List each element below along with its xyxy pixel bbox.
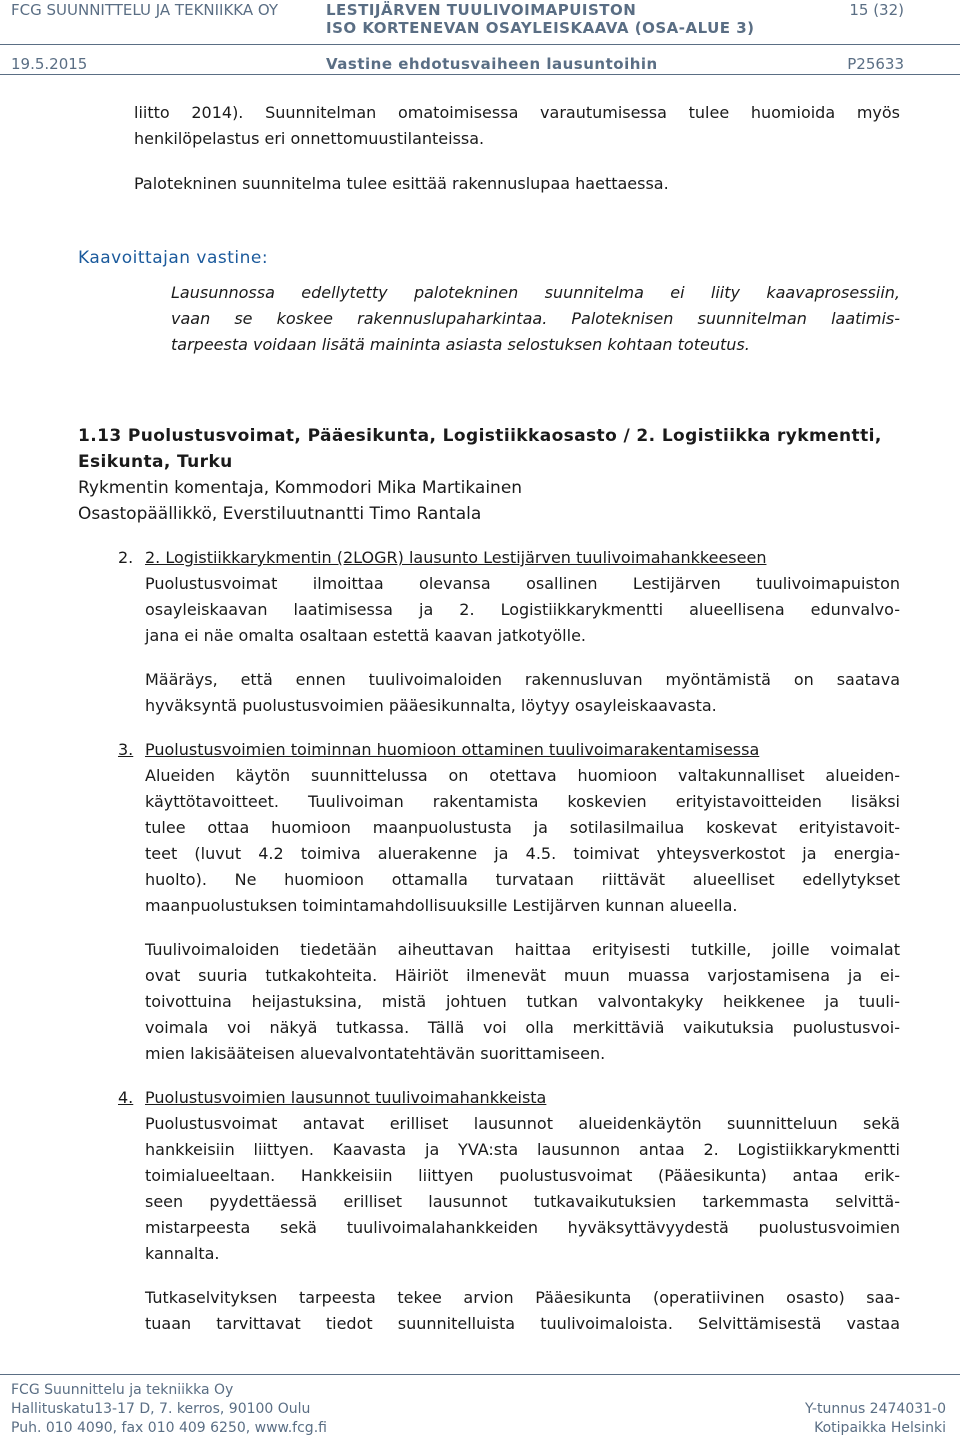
header-project-title-1: LESTIJÄRVEN TUULIVOIMAPUISTON <box>326 1 637 19</box>
header-page-number: 15 (32) <box>849 1 904 19</box>
section-title: Esikunta, Turku <box>78 452 233 472</box>
item-paragraph-line: huolto). Ne huomioon ottamalla turvataan riittävät alueelliset edellytykset <box>145 870 900 889</box>
header-project-code: P25633 <box>847 55 904 73</box>
item-paragraph-line: Tutkaselvityksen tarpeesta tekee arvion Pääesikunta (operatiivinen osasto) saa- <box>145 1288 900 1307</box>
item-number: 3. <box>118 740 134 759</box>
footer-contact: Puh. 010 4090, fax 010 409 6250, www.fcg.fi <box>11 1420 327 1436</box>
footer-company: FCG Suunnittelu ja tekniikka Oy <box>11 1382 234 1398</box>
item-paragraph-line: osayleiskaavan laatimisessa ja 2. Logistiikkarykmentti alueellisena edunvalvo- <box>145 600 900 619</box>
item-paragraph-line: Määräys, että ennen tuulivoimaloiden rakennusluvan myöntämistä on saatava <box>145 670 900 689</box>
item-number: 2. <box>118 548 134 567</box>
item-paragraph-line: voimala voi näkyä tutkassa. Tällä voi olla merkittäviä vaikutuksia puolustusvoi- <box>145 1018 900 1037</box>
footer-rule <box>0 1374 960 1375</box>
footer-business-id: Y-tunnus 2474031-0 <box>805 1401 946 1417</box>
header-project-title-2: ISO KORTENEVAN OSAYLEISKAAVA (OSA-ALUE 3) <box>326 19 755 37</box>
item-paragraph-line: teet (luvut 4.2 toimiva aluerakenne ja 4.5. toimivat yhteysverkostot ja energia- <box>145 844 900 863</box>
response-line: vaan se koskee rakennuslupaharkintaa. Paloteknisen suunnitelman laatimis- <box>171 309 900 328</box>
header-company: FCG SUUNNITTELU JA TEKNIIKKA OY <box>11 1 279 19</box>
item-paragraph-line: mistarpeesta sekä tuulivoimalahankkeiden hyväksyttävyydestä puolustusvoimien <box>145 1218 900 1237</box>
item-paragraph-line: Tuulivoimaloiden tiedetään aiheuttavan haittaa erityisesti tutkille, joille voimalat <box>145 940 900 959</box>
footer-domicile: Kotipaikka Helsinki <box>814 1420 946 1436</box>
item-paragraph-line: jana ei näe omalta osaltaan estettä kaavan jatkotyölle. <box>145 626 586 645</box>
item-heading: Puolustusvoimien toiminnan huomioon ottaminen tuulivoimarakentamisessa <box>145 740 760 759</box>
item-paragraph-line: Puolustusvoimat ilmoittaa olevansa osallinen Lestijärven tuulivoimapuiston <box>145 574 900 593</box>
item-heading: Puolustusvoimien lausunnot tuulivoimahankkeista <box>145 1088 547 1107</box>
item-paragraph-line: hankkeisiin liittyen. Kaavasta ja YVA:sta lausunnon antaa 2. Logistiikkarykmentti <box>145 1140 900 1159</box>
response-line: tarpeesta voidaan lisätä maininta asiasta selostuksen kohtaan toteutus. <box>171 335 750 354</box>
item-paragraph-line: tuaan tarvittavat tiedot suunnitelluista tuulivoimaloista. Selvittämisestä vastaa <box>145 1314 900 1333</box>
item-paragraph-line: toimialueeltaan. Hankkeisiin liittyen puolustusvoimat (Pääesikunta) antaa erik- <box>145 1166 900 1185</box>
item-paragraph-line: ovat suuria tutkakohteita. Häiriöt ilmenevät muun muassa varjostamisena ja ei- <box>145 966 900 985</box>
item-number: 4. <box>118 1088 134 1107</box>
item-paragraph-line: tulee ottaa huomioon maanpuolustusta ja sotilasilmailua koskevat erityistavoit- <box>145 818 900 837</box>
response-heading: Kaavoittajan vastine: <box>78 248 269 268</box>
header-rule-2 <box>0 74 960 75</box>
intro-paragraph: Palotekninen suunnitelma tulee esittää rakennuslupaa haettaessa. <box>134 174 669 193</box>
item-paragraph-line: Puolustusvoimat antavat erilliset lausunnot alueidenkäytön suunnitteluun sekä <box>145 1114 900 1133</box>
item-paragraph-line: mien lakisääteisen aluevalvontatehtävän suorittamiseen. <box>145 1044 606 1063</box>
footer-address: Hallituskatu13-17 D, 7. kerros, 90100 Oulu <box>11 1401 311 1417</box>
section-title: 1.13 Puolustusvoimat, Pääesikunta, Logistiikkaosasto / 2. Logistiikka rykmentti, <box>78 426 882 446</box>
item-paragraph-line: käyttötavoitteet. Tuulivoiman rakentamista koskevien erityistavoitteiden lisäksi <box>145 792 900 811</box>
intro-line: henkilöpelastus eri onnettomuustilanteissa. <box>134 129 485 148</box>
item-paragraph-line: hyväksyntä puolustusvoimien pääesikunnalta, löytyy osayleiskaavasta. <box>145 696 717 715</box>
item-paragraph-line: kannalta. <box>145 1244 220 1263</box>
item-heading: 2. Logistiikkarykmentin (2LOGR) lausunto Lestijärven tuulivoimahankkeeseen <box>145 548 767 567</box>
header-doc-title: Vastine ehdotusvaiheen lausuntoihin <box>326 55 658 73</box>
intro-line: liitto 2014). Suunnitelman omatoimisessa varautumisessa tulee huomioida myös <box>134 103 900 122</box>
section-signer: Osastopäällikkö, Everstiluutnantti Timo Rantala <box>78 504 482 524</box>
header-date: 19.5.2015 <box>11 55 88 73</box>
item-paragraph-line: Alueiden käytön suunnittelussa on otettava huomioon valtakunnalliset alueiden- <box>145 766 900 785</box>
header-rule <box>0 44 960 45</box>
response-line: Lausunnossa edellytetty palotekninen suunnitelma ei liity kaavaprosessiin, <box>171 283 900 302</box>
section-signer: Rykmentin komentaja, Kommodori Mika Martikainen <box>78 478 523 498</box>
item-paragraph-line: toivottuina heijastuksina, mistä johtuen tutkan valvontakyky heikkenee ja tuuli- <box>145 992 900 1011</box>
item-paragraph-line: seen pyydettäessä erilliset lausunnot tutkavaikutuksien tarkemmasta selvittä- <box>145 1192 900 1211</box>
item-paragraph-line: maanpuolustuksen toimintamahdollisuuksille Lestijärven kunnan alueella. <box>145 896 738 915</box>
